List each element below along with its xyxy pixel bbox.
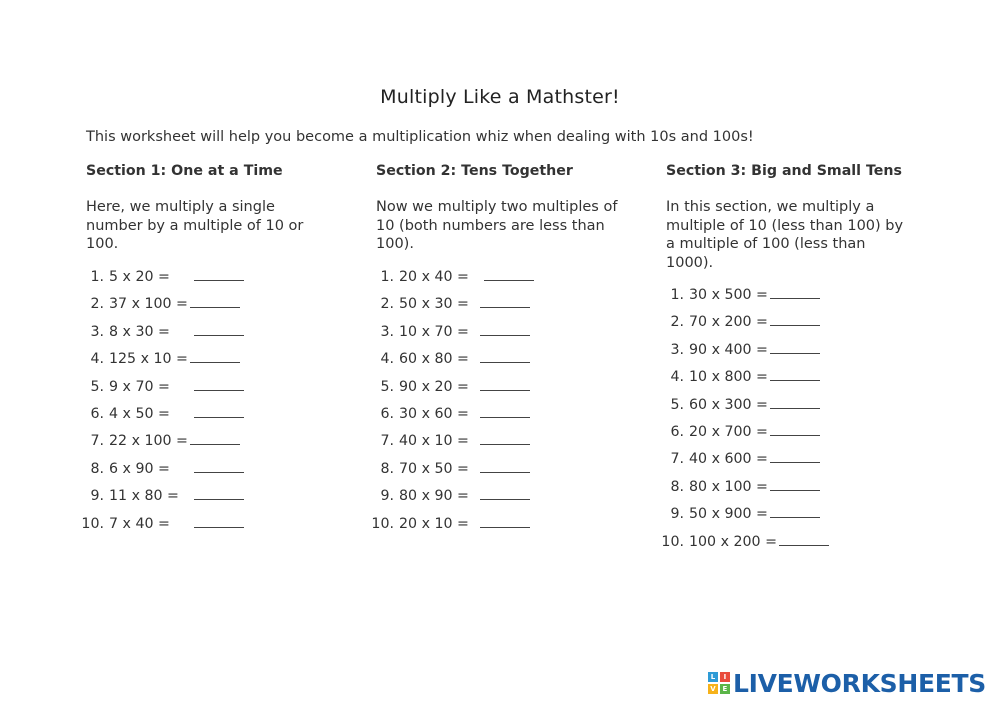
problem-number: 6. <box>670 423 684 440</box>
problem-item <box>647 282 829 309</box>
problem-expression: 70 x 200 = <box>689 314 768 331</box>
problem-expression: 10 x 800 = <box>689 369 768 386</box>
problem-number: 7. <box>90 433 104 450</box>
problem-number: 2. <box>380 296 394 313</box>
problem-number: 1. <box>670 287 684 303</box>
answer-blank[interactable] <box>770 489 820 491</box>
problem-expression: 9 x 70 = <box>109 378 193 395</box>
problem-number: 10. <box>81 515 104 532</box>
answer-blank[interactable] <box>779 544 829 546</box>
problem-item <box>647 419 829 446</box>
problem-item <box>67 483 244 510</box>
answer-blank[interactable] <box>480 471 530 473</box>
problem-item <box>647 309 829 336</box>
problem-item <box>67 401 244 428</box>
problem-item <box>357 483 534 510</box>
worksheet-title: Multiply Like a Mathster! <box>380 86 620 108</box>
worksheet-intro: This worksheet will help you become a multiplication whiz when dealing with 10s and 100s! <box>86 129 754 145</box>
problem-item <box>647 529 829 556</box>
problem-item <box>357 456 534 483</box>
problem-item <box>357 264 534 291</box>
problem-expression: 22 x 100 = <box>109 433 188 450</box>
section-description: Now we multiply two multiples of 10 (both numbers are less than 100). <box>376 199 618 252</box>
answer-blank[interactable] <box>480 498 530 500</box>
problem-number: 10. <box>661 533 684 550</box>
problem-expression: 37 x 100 = <box>109 296 188 313</box>
problem-item <box>647 474 829 501</box>
answer-blank[interactable] <box>480 526 530 528</box>
problem-item <box>67 374 244 401</box>
logo-cube: V <box>708 684 718 694</box>
problem-item <box>647 364 829 391</box>
problem-number: 7. <box>670 451 684 468</box>
answer-blank[interactable] <box>770 324 820 326</box>
problem-expression: 60 x 80 = <box>399 351 478 368</box>
problem-expression: 90 x 20 = <box>399 378 478 395</box>
answer-blank[interactable] <box>770 407 820 409</box>
problem-expression: 4 x 50 = <box>109 405 193 422</box>
problem-number: 2. <box>670 314 684 331</box>
problem-expression: 30 x 500 = <box>689 287 768 303</box>
problem-number: 5. <box>90 378 104 395</box>
section-description: Here, we multiply a single number by a multiple of 10 or 100. <box>86 199 304 252</box>
answer-blank[interactable] <box>770 461 820 463</box>
problem-item <box>67 291 244 318</box>
problem-expression: 60 x 300 = <box>689 396 768 413</box>
problem-expression: 40 x 10 = <box>399 433 478 450</box>
logo-cubes-icon <box>708 672 730 694</box>
problem-number: 10. <box>371 515 394 532</box>
problem-item <box>357 291 534 318</box>
section-heading: Section 1: One at a Time <box>86 163 283 179</box>
section-heading: Section 3: Big and Small Tens <box>666 163 902 179</box>
answer-blank[interactable] <box>480 389 530 391</box>
answer-blank[interactable] <box>484 279 534 281</box>
answer-blank[interactable] <box>194 416 244 418</box>
problem-number: 6. <box>380 405 394 422</box>
problem-item <box>357 319 534 346</box>
liveworksheets-logo <box>708 669 986 697</box>
problem-expression: 5 x 20 = <box>109 269 193 285</box>
problem-item <box>357 346 534 373</box>
problem-number: 4. <box>670 369 684 386</box>
problem-item <box>357 401 534 428</box>
answer-blank[interactable] <box>770 297 820 299</box>
problem-number: 3. <box>380 323 394 340</box>
section-3 <box>661 163 916 550</box>
problem-item <box>647 446 829 473</box>
problem-item <box>357 374 534 401</box>
problem-number: 6. <box>90 405 104 422</box>
problem-number: 8. <box>90 460 104 477</box>
problem-item <box>67 511 244 538</box>
problem-item <box>67 428 244 455</box>
problem-list <box>67 264 244 538</box>
problem-expression: 100 x 200 = <box>689 533 777 550</box>
answer-blank[interactable] <box>194 334 244 336</box>
problem-expression: 50 x 30 = <box>399 296 478 313</box>
problem-expression: 50 x 900 = <box>689 506 768 523</box>
problem-expression: 6 x 90 = <box>109 460 193 477</box>
answer-blank[interactable] <box>194 279 244 281</box>
problem-number: 9. <box>380 488 394 505</box>
problem-expression: 11 x 80 = <box>109 488 193 505</box>
problem-item <box>67 319 244 346</box>
answer-blank[interactable] <box>480 443 530 445</box>
problem-number: 4. <box>380 351 394 368</box>
problem-item <box>67 346 244 373</box>
answer-blank[interactable] <box>480 416 530 418</box>
problem-number: 5. <box>380 378 394 395</box>
problem-item <box>357 428 534 455</box>
problem-number: 3. <box>670 341 684 358</box>
answer-blank[interactable] <box>190 306 240 308</box>
problem-number: 8. <box>670 478 684 495</box>
problem-expression: 30 x 60 = <box>399 405 478 422</box>
answer-blank[interactable] <box>480 361 530 363</box>
answer-blank[interactable] <box>194 471 244 473</box>
problem-expression: 7 x 40 = <box>109 515 193 532</box>
section-1 <box>81 163 336 532</box>
problem-number: 4. <box>90 351 104 368</box>
problem-expression: 80 x 100 = <box>689 478 768 495</box>
problem-item <box>67 264 244 291</box>
problem-expression: 20 x 40 = <box>399 269 483 285</box>
problem-item <box>357 511 534 538</box>
answer-blank[interactable] <box>770 352 820 354</box>
logo-cube: L <box>708 672 718 682</box>
problem-expression: 40 x 600 = <box>689 451 768 468</box>
problem-number: 2. <box>90 296 104 313</box>
problem-number: 8. <box>380 460 394 477</box>
section-description: In this section, we multiply a multiple of 10 (less than 100) by a multiple of 100 (less than 1000). <box>666 199 904 271</box>
problem-number: 1. <box>90 269 104 285</box>
problem-number: 9. <box>670 506 684 523</box>
problem-expression: 70 x 50 = <box>399 460 478 477</box>
answer-blank[interactable] <box>194 389 244 391</box>
problem-item <box>67 456 244 483</box>
answer-blank[interactable] <box>770 434 820 436</box>
problem-expression: 90 x 400 = <box>689 341 768 358</box>
problem-number: 7. <box>380 433 394 450</box>
problem-item <box>647 392 829 419</box>
problem-expression: 10 x 70 = <box>399 323 478 340</box>
problem-expression: 20 x 10 = <box>399 515 478 532</box>
answer-blank[interactable] <box>190 443 240 445</box>
problem-expression: 8 x 30 = <box>109 323 193 340</box>
problem-expression: 20 x 700 = <box>689 423 768 440</box>
answer-blank[interactable] <box>190 361 240 363</box>
problem-number: 9. <box>90 488 104 505</box>
problem-number: 5. <box>670 396 684 413</box>
answer-blank[interactable] <box>480 306 530 308</box>
logo-cube: I <box>720 672 730 682</box>
problem-expression: 125 x 10 = <box>109 351 188 368</box>
answer-blank[interactable] <box>194 498 244 500</box>
problem-list <box>357 264 534 538</box>
answer-blank[interactable] <box>194 526 244 528</box>
section-heading: Section 2: Tens Together <box>376 163 573 179</box>
problem-list <box>647 282 829 556</box>
problem-expression: 80 x 90 = <box>399 488 478 505</box>
section-2 <box>371 163 626 532</box>
answer-blank[interactable] <box>770 379 820 381</box>
problem-item <box>647 337 829 364</box>
logo-cube: E <box>720 684 730 694</box>
problem-number: 3. <box>90 323 104 340</box>
answer-blank[interactable] <box>770 516 820 518</box>
problem-number: 1. <box>380 269 394 285</box>
logo-text: LIVEWORKSHEETS <box>732 668 986 698</box>
problem-item <box>647 501 829 528</box>
answer-blank[interactable] <box>480 334 530 336</box>
